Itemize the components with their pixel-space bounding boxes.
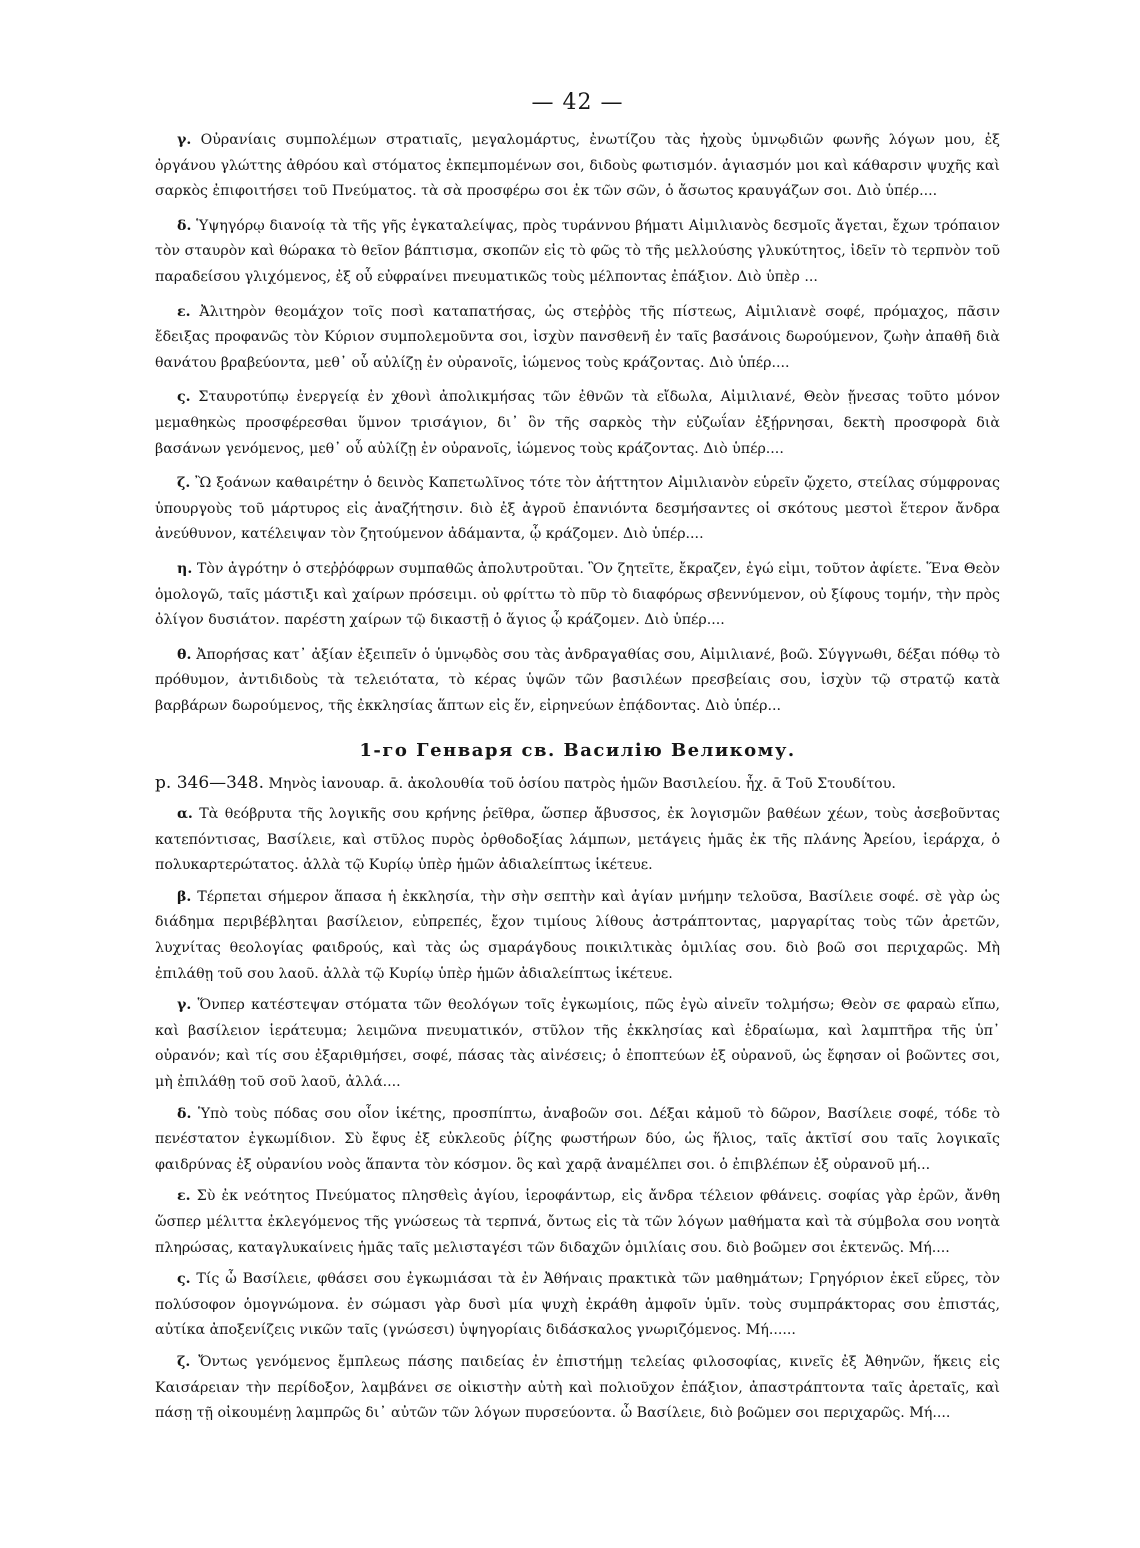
stanza-text: Τὰ θεόβρυτα τῆς λογικῆς σου κρήνης ῥεῖθρα, ὥσπερ ἄβυσσος, ἐκ λογισμῶν βαθέων χέων, τοὺς ἀσεβοῦντας κατεπόντισας, Βασίλειε, καὶ στῦλος πυρὸς ὀρθοδοξίας λάμπων, μετάγεις ἡμᾶς ἐκ τῆς πλάνης Ἀρείου, ἱεράρχα, ὁ πολυκαρτερώτατος. ἀλλὰ τῷ Κυρίῳ ὑπὲρ ἡμῶν ἀδιαλείπτως ἱκέτευε.: [155, 806, 1000, 874]
section-basil: [155, 802, 1000, 1427]
stanza-label: ς.: [177, 389, 191, 406]
stanza-paragraph: [155, 385, 1000, 462]
stanza-label: γ.: [177, 997, 192, 1014]
stanza-text: Τέρπεται σήμερον ἅπασα ἡ ἐκκλησία, τὴν σὴν σεπτὴν καὶ ἁγίαν μνήμην τελοῦσα, Βασίλειε σοφέ. σὲ γὰρ ὡς διάδημα περιβέβληται βασίλειον, εὐπρεπές, ἔχον τιμίους λίθους ἀστράπτοντας, μαργαρίτας τοὺς τῶν ἀρετῶν, λυχνίτας θεολογίας φαιδρούς, καὶ τὰς ὡς σμαράγδους ποικιλτικὰς ὁμιλίας σου. διὸ βοῶ σοι περιχαρῶς. Μὴ ἐπιλάθῃ τοῦ σου λαοῦ. ἀλλὰ τῷ Κυρίῳ ὑπὲρ ἡμῶν ἀδιαλείπτως ἱκέτευε.: [155, 888, 1000, 982]
stanza-text: Ἀπορήσας κατ᾽ ἀξίαν ἐξειπεῖν ὁ ὑμνῳδὸς σου τὰς ἀνδραγαθίας σου, Αἰμιλιανέ, βοῶ. Σύγγνωθι, δέξαι πόθῳ τὸ πρόθυμον, ἀντιδιδοὺς τὰ τελειότατα, τὸ κέρας ὑψῶν τῶν βασιλέων πρεσβείαις σου, ἰσχὺν τῷ στρατῷ κατὰ βαρβάρων δωρούμενος, τῆς ἐκκλησίας ἅπτων εἰς ἕν, εἰρηνεύων ἐπᾴδοντας. Διὸ ὑπέρ...: [155, 646, 1000, 714]
stanza-paragraph: [155, 1350, 1000, 1427]
stanza-paragraph: [155, 1102, 1000, 1179]
stanza-text: Σὺ ἐκ νεότητος Πνεύματος πλησθεὶς ἁγίου, ἱεροφάντωρ, εἰς ἄνδρα τέλειον φθάνεις. σοφίας γὰρ ἐρῶν, ἄνθη ὥσπερ μέλιττα ἐκλεγόμενος τῆς γνώσεως τὰ τερπνά, ὄντως εἰς τὰ τῶν λόγων μαθήματα καὶ τὰ σύμβολα σου νοητὰ πληρώσας, καταγλυκαίνεις ἡμᾶς ταῖς μελισταγέσι τῶν διδαχῶν ὁμιλίαις σου. διὸ βοῶμεν σοι ἐκτενῶς. Μή....: [155, 1188, 1001, 1256]
section-aemilianus: [155, 128, 1000, 719]
source-text: Μηνὸς ἰανουαρ. ᾱ. ἀκολουθία τοῦ ὁσίου πατρὸς ἡμῶν Βασιλείου. ἦχ. ᾱ Τοῦ Στουδίτου.: [268, 776, 896, 793]
stanza-paragraph: [155, 1267, 1000, 1344]
page-number: — 42 —: [531, 90, 624, 115]
stanza-label: γ.: [177, 132, 192, 148]
stanza-text: Ὑψηγόρῳ διανοίᾳ τὰ τῆς γῆς ἐγκαταλείψας, πρὸς τυράννου βήματι Αἰμιλιανὸς δεσμοῖς ἄγεται, ἔχων τρόπαιον τὸν σταυρὸν καὶ θώρακα τὸ θεῖον βάπτισμα, σκοπῶν εἰς τὸ φῶς τὸ τῆς μελλούσης γλυκύτητος, ἰδεῖν τὸ τερπνὸν τοῦ παραδείσου γλιχόμενος, ἐξ οὗ εὐφραίνει πνευματικῶς τοὺς μέλποντας ἐπάξιον. Διὸ ὑπὲρ ...: [155, 217, 1000, 285]
stanza-paragraph: [155, 128, 1000, 205]
stanza-text: Ὄντως γενόμενος ἔμπλεως πάσης παιδείας ἐν ἐπιστήμῃ τελείας φιλοσοφίας, κινεῖς ἐξ Ἀθηνῶν, ἥκεις εἰς Καισάρειαν τὴν περίδοξον, λαμβάνει σε οἰκιστὴν αὐτὴ καὶ πολιοῦχον ἐπάξιον, ἀπαστράπτοντα ταῖς ἀρεταῖς, καὶ πάσῃ τῇ οἰκουμένῃ λαμπρῶς δι᾽ αὐτῶν τῶν λόγων πυρσεύοντα. ὦ Βασίλειε, διὸ βοῶμεν σοι περιχαρῶς. Μή....: [155, 1353, 1000, 1422]
section-title: 1-го Генваря св. Василію Великому.: [359, 740, 796, 762]
stanza-label: ε.: [177, 303, 191, 320]
stanza-text: Ὑπὸ τοὺς πόδας σου οἷον ἱκέτης, προσπίπτω, ἀναβοῶν σοι. Δέξαι κἀμοῦ τὸ δῶρον, Βασίλειε σοφέ, τόδε τὸ πενέστατον ἐγκωμίδιον. Σὺ ἔφυς ἐξ εὐκλεοῦς ῥίζης φωστήρων δύο, ὡς ἥλιος, ταῖς ἀκτῖσί σου ταῖς λογικαῖς φαιδρύνας ἐξ οὐρανίου νοὸς ἅπαντα τὸν κόσμον. ὃς καὶ χαρᾷ ἀναμέλπει σοι. ὁ ἐπιβλέπων ἐξ οὐρανοῦ μή...: [155, 1105, 1000, 1173]
stanza-text: Οὐρανίαις συμπολέμων στρατιαῖς, μεγαλομάρτυς, ἐνωτίζου τὰς ἠχοὺς ὑμνῳδιῶν φωνῆς λόγων μου, ἐξ ὀργάνου γλώττης ἀθρόου καὶ στόματος ἐκπεμπομένων σοι, διδοὺς φωτισμόν. ἁγιασμόν μοι καὶ κάθαρσιν ψυχῆς καὶ σαρκὸς ἐπιφοιτήσει τοῦ Πνεύματος. τὰ σὰ προσφέρω σοι ἐκ τῶν σῶν, ὁ ἄσωτος κραυγάζων σοι. Διὸ ὑπέρ....: [155, 132, 1000, 200]
stanza-label: ς.: [177, 1271, 191, 1288]
stanza-paragraph: [155, 471, 1000, 548]
stanza-label: δ.: [177, 217, 192, 234]
stanza-label: β.: [177, 888, 192, 905]
stanza-paragraph: [155, 557, 1000, 634]
stanza-label: θ.: [177, 646, 192, 663]
stanza-paragraph: [155, 885, 1000, 987]
stanza-text: Ὢ ξοάνων καθαιρέτην ὁ δεινὸς Καπετωλῖνος τότε τὸν ἀήττητον Αἰμιλιανὸν εὑρεῖν ᾤχετο, στείλας σύμφρονας ὑπουργοὺς τοῦ μάρτυρος εἰς ἀναζήτησιν. διὸ ἐξ ἀγροῦ ἐπανιόντα δεσμήσαντες οἱ σκότους μεστοὶ ἕτερον ἄνδρα ἀνεύθυνον, κατέλειψαν τὸν ζητούμενον ἀδάμαντα, ᾧ κράζομεν. Διὸ ὑπέρ....: [155, 475, 1000, 543]
stanza-label: ζ.: [177, 475, 191, 492]
stanza-text: Σταυροτύπῳ ἐνεργείᾳ ἐν χθονὶ ἀπολικμήσας τῶν ἐθνῶν τὰ εἴδωλα, Αἰμιλιανέ, Θεὸν ᾔνεσας τοῦτο μόνον μεμαθηκὼς προσφέρεσθαι ὕμνον τρισάγιον, δι᾽ ὃν τῆς σαρκὸς τὴν εὐζωΐαν ἐξῄρνησαι, δεκτὴ προσφορὰ διὰ βασάνων γενόμενος, μεθ᾽ οὗ αὐλίζῃ ἐν οὐρανοῖς, ἰώμενος τοὺς κράζοντας. Διὸ ὑπέρ....: [155, 389, 1000, 457]
stanza-label: α.: [177, 806, 193, 823]
stanza-text: Τίς ὦ Βασίλειε, φθάσει σου ἐγκωμιάσαι τὰ ἐν Ἀθήναις πρακτικὰ τῶν μαθημάτων; Γρηγόριον ἐκεῖ εὕρες, τὸν πολύσοφον ὁμογνώμονα. ἐν σώμασι γὰρ δυσὶ μία ψυχὴ ἐκράθη ἀμφοῖν ὑμῖν. τοὺς συμπράκτορας σου ἐπιστάς, αὐτίκα ἀποξενίζεις νικῶν ταῖς (γνώσεσι) ὑψηγορίαις διδάσκαλος γνωριζόμενος. Μή......: [155, 1271, 1000, 1339]
source-line: [155, 771, 1000, 798]
stanza-paragraph: [155, 802, 1000, 879]
stanza-text: Ἀλιτηρὸν θεομάχον τοῖς ποσὶ καταπατήσας, ὡς στεῤῥὸς τῆς πίστεως, Αἰμιλιανὲ σοφέ, πρόμαχος, πᾶσιν ἔδειξας προφανῶς τὸν Κύριον συμπολεμοῦντα σοι, ἰσχὺν πανσθενῆ ἐν ταῖς βασάνοις δωρούμενον, ζωὴν ἀπαθῆ διὰ θανάτου βραβεύοντα, μεθ᾽ οὗ αὐλίζῃ ἐν οὐρανοῖς, ἰώμενος τοὺς κράζοντας. Διὸ ὑπέρ....: [155, 303, 1000, 371]
stanza-text: Ὅνπερ κατέστεψαν στόματα τῶν θεολόγων τοῖς ἐγκωμίοις, πῶς ἐγὼ αἰνεῖν τολμήσω; Θεὸν σε φαραὼ εἴπω, καὶ βασίλειον ἱεράτευμα; λειμῶνα πνευματικόν, στῦλον τῆς ἐκκλησίας καὶ ἑδραίωμα, καὶ λαμπτῆρα τῆς ὑπ᾽ οὐρανόν; καὶ τίς σου ἐξαριθμήσει, σοφέ, πάσας τὰς αἰνέσεις; ὁ ἐποπτεύων ἐξ οὐρανοῦ, ὡς ἔφησαν οἱ βοῶντες σοι, μὴ ἐπιλάθῃ τοῦ σοῦ λαοῦ, ἀλλά....: [155, 997, 1000, 1090]
stanza-paragraph: [155, 643, 1000, 720]
stanza-label: δ.: [177, 1105, 192, 1122]
stanza-paragraph: [155, 1184, 1000, 1261]
stanza-label: ζ.: [177, 1353, 191, 1370]
stanza-paragraph: [155, 300, 1000, 377]
source-pages: р. 346—348.: [155, 773, 264, 794]
stanza-paragraph: [155, 993, 1000, 1095]
stanza-paragraph: [155, 214, 1000, 291]
stanza-text: Τὸν ἀγρότην ὁ στεῤῥόφρων συμπαθῶς ἀπολυτροῦται. Ὃν ζητεῖτε, ἔκραζεν, ἐγώ εἰμι, τοῦτον ἀφίετε. Ἕνα Θεὸν ὁμολογῶ, ταῖς μάστιξι καὶ χαίρων πρόσειμι. οὐ φρίττω τὸ πῦρ τὸ διαφόρως σβεννύμενον, οὐ ξίφους τομήν, τὴν πρὸς ὀλίγον δυσιάτον. παρέστη χαίρων τῷ δικαστῇ ὁ ἅγιος ᾧ κράζομεν. Διὸ ὑπέρ....: [155, 560, 1000, 629]
stanza-label: ε.: [177, 1188, 191, 1205]
stanza-label: η.: [177, 560, 193, 577]
